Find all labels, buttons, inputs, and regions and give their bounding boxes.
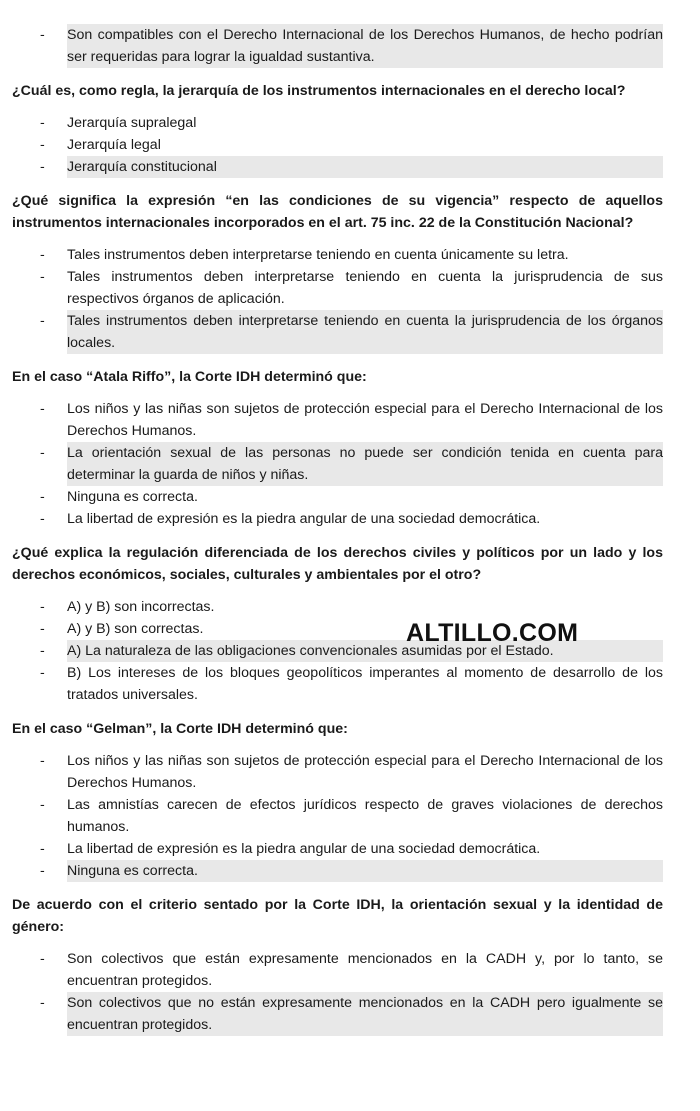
option-item: [12, 662, 663, 706]
option-item: [12, 948, 663, 992]
option-text: - Ninguna es correcta.: [67, 860, 663, 882]
question-text: De acuerdo con el criterio sentado por la Corte IDH, la orientación sexual y la identidad de género:: [12, 897, 663, 935]
option-item: [12, 486, 663, 508]
option-text: - Son colectivos que no están expresamente mencionados en la CADH pero igualmente se encuentran protegidos.: [67, 992, 663, 1036]
option-item-highlighted: [12, 24, 663, 68]
question-block: [12, 366, 663, 530]
option-item: [12, 794, 663, 838]
option-item: [12, 508, 663, 530]
option-text: - A) y B) son incorrectas.: [67, 599, 215, 615]
option-item: [12, 266, 663, 310]
option-list: [12, 244, 663, 354]
option-text: - Son compatibles con el Derecho Internacional de los Derechos Humanos, de hecho podrían ser requeridas para lograr la igualdad sustantiva.: [67, 24, 663, 68]
option-text: - A) y B) son correctas.: [67, 621, 204, 637]
option-list: [12, 398, 663, 530]
option-item-highlighted: [12, 156, 663, 178]
option-text: - Tales instrumentos deben interpretarse teniendo en cuenta la jurisprudencia de sus respectivos órganos de aplicación.: [67, 269, 663, 307]
option-item: [12, 398, 663, 442]
option-item: [12, 244, 663, 266]
option-item: [12, 134, 663, 156]
option-text: - A) La naturaleza de las obligaciones convencionales asumidas por el Estado.: [67, 640, 663, 662]
option-item: [12, 838, 663, 860]
option-list: [12, 112, 663, 178]
option-text: - B) Los intereses de los bloques geopolíticos imperantes al momento de desarrollo de los tratados universales.: [67, 665, 663, 703]
question-text: En el caso “Gelman”, la Corte IDH determinó que:: [12, 721, 348, 737]
option-list: [12, 948, 663, 1036]
question-block: [12, 894, 663, 1036]
watermark: ALTILLO.COM: [406, 619, 579, 647]
option-list: [12, 750, 663, 882]
option-text: - Tales instrumentos deben interpretarse teniendo en cuenta la jurisprudencia de los órganos locales.: [67, 310, 663, 354]
option-text: - Los niños y las niñas son sujetos de protección especial para el Derecho Internacional de los Derechos Humanos.: [67, 753, 663, 791]
option-text: - La orientación sexual de las personas no puede ser condición tenida en cuenta para determinar la guarda de niños y niñas.: [67, 442, 663, 486]
option-text: - La libertad de expresión es la piedra angular de una sociedad democrática.: [67, 841, 541, 857]
option-text: - Son colectivos que están expresamente mencionados en la CADH y, por lo tanto, se encuentran protegidos.: [67, 951, 663, 989]
option-text: - Tales instrumentos deben interpretarse teniendo en cuenta únicamente su letra.: [67, 247, 569, 263]
question-text: ¿Cuál es, como regla, la jerarquía de los instrumentos internacionales en el derecho local?: [12, 83, 626, 99]
option-list: [12, 596, 663, 706]
option-text: - Las amnistías carecen de efectos jurídicos respecto de graves violaciones de derechos humanos.: [67, 797, 663, 835]
option-item-highlighted: [12, 992, 663, 1036]
option-item-highlighted: [12, 310, 663, 354]
question-block: [12, 24, 663, 68]
option-text: - Jerarquía constitucional: [67, 156, 663, 178]
option-item-highlighted: [12, 860, 663, 882]
option-item: [12, 596, 663, 618]
option-text: - Jerarquía legal: [67, 137, 161, 153]
question-block: [12, 718, 663, 882]
option-item: [12, 750, 663, 794]
option-text: - Jerarquía supralegal: [67, 115, 197, 131]
option-text: - Ninguna es correcta.: [67, 489, 198, 505]
option-list: [12, 24, 663, 68]
question-text: ¿Qué significa la expresión “en las condiciones de su vigencia” respecto de aquellos instrumentos internacionales incorporados en el art. 75 inc. 22 de la Constitución Nacional?: [12, 193, 663, 231]
question-block: [12, 80, 663, 178]
option-text: - La libertad de expresión es la piedra angular de una sociedad democrática.: [67, 511, 541, 527]
option-item: [12, 112, 663, 134]
option-text: - Los niños y las niñas son sujetos de protección especial para el Derecho Internacional de los Derechos Humanos.: [67, 401, 663, 439]
question-block: [12, 190, 663, 354]
question-text: En el caso “Atala Riffo”, la Corte IDH determinó que:: [12, 369, 367, 385]
option-item-highlighted: [12, 442, 663, 486]
question-text: ¿Qué explica la regulación diferenciada de los derechos civiles y políticos por un lado y los derechos económicos, sociales, culturales y ambientales por el otro?: [12, 545, 663, 583]
